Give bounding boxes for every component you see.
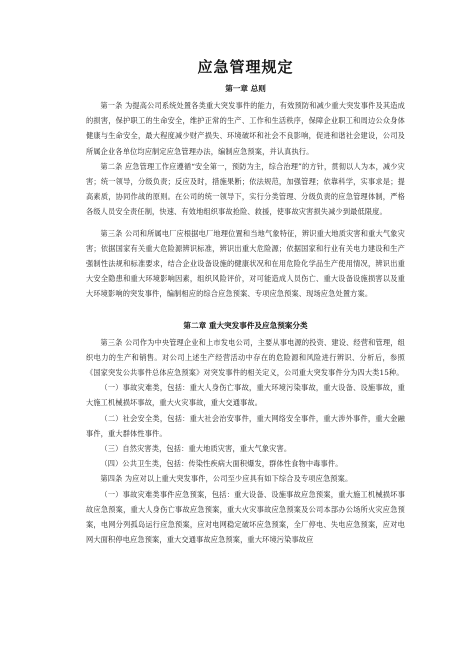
chapter1-article1: 第一条 为提高公司系统处置各类重大突发事件的能力，有效预防和减少重大突发事件及其造成的损害，保护职工的生命安全，维护正常的生产、工作和生活秩序，保障企业职工和周边公众身体健康与生命安全，最大程度减少财产损失、环境破坏和社会不良影响，促进和谐社会建设，公司及所属企业各单位均应制定应急管理办法，编制应急预案，并认真执行。 [86,101,405,156]
chapter1-heading: 第一章 总则 [225,84,266,93]
chapter2-category3: （三）自然灾害类，包括：重大地质灾害，重大气象灾害。 [100,444,292,454]
chapter2-category2: （二）社会安全类，包括：重大社会治安事件，重大网络安全事件，重大涉外事件，重大金融事件，重大群体性事件。 [86,413,405,438]
chapter2-category4: （四）公共卫生类，包括：传染性疾病大面积爆发，群体性食物中毒事件。 [100,459,343,469]
chapter1-article3: 第三条 公司和所属电厂应根据电厂地理位置和当地气象特征，辨识重大地质灾害和重大气象灾害；依据国家有关重大危险源辨识标准，辨识出重大危险源；依据国家和行业有关电力建设和生产强制性法规和标准要求，结合企业设备设施的健康状况和在用危险化学品生产使用情况，辨识出重大安全隐患和重大环境影响因素，组织风险评价，对可能造成人员伤亡、重大设备设施损害以及重大环境影响的突发事件，编制相应的综合应急预案、专项应急预案、现场应急处置方案。 [86,228,405,299]
chapter2-category1: （一）事故灾难类，包括：重大人身伤亡事故，重大环境污染事故，重大设备、设施事故，重大施工机械损坏事故，重大火灾事故，重大交通事故。 [86,383,405,408]
chapter2-plan-list: （一）事故灾难类事件应急预案，包括：重大设备、设施事故应急预案，重大施工机械损坏事故应急预案，重大人身伤亡事故应急预案，重大火灾事故应急预案及公司本部办公场所火灾应急预案，电网分列孤岛运行应急预案，应对电网稳定破坏应急预案，全厂停电、失电应急预案，应对电网大面积停电应急预案，重大交通事故应急预案，重大环境污染事故应 [86,489,405,545]
chapter2-heading: 第二章 重大突发事件及应急预案分类 [183,320,308,330]
chapter2-article4: 第四条 为应对以上重大突发事件，公司至少应具有如下综合及专项应急预案。 [100,474,353,484]
chapter2-article3: 第三条 公司作为中央管理企业和上市发电公司，主要从事电源的投资、建设、经营和管理，组织电力的生产和销售。对公司上述生产经营活动中存在的危险源和风险进行辨识、分析后，参照《国家突发公共事件总体应急预案》对突发事件的相关定义，公司重大突发事件分为四大类15种。 [86,337,405,378]
chapter1-article2: 第二条 应急管理工作应遵循“安全第一，预防为主，综合治理”的方针，贯彻以人为本，减少灾害；统一领导，分级负责；反应及时，措施果断；依法规范，加强管理；依靠科学，实事求是；提高素质，协同作战的原则。在公司的统一领导下，实行分类管理、分级负责的应急管理体制，严格各级人员安全责任制，快速、有效地组织事故抢险、救援，使事故灾害损失减少到最低限度。 [86,161,405,217]
document-title: 应急管理规定 [197,58,294,76]
